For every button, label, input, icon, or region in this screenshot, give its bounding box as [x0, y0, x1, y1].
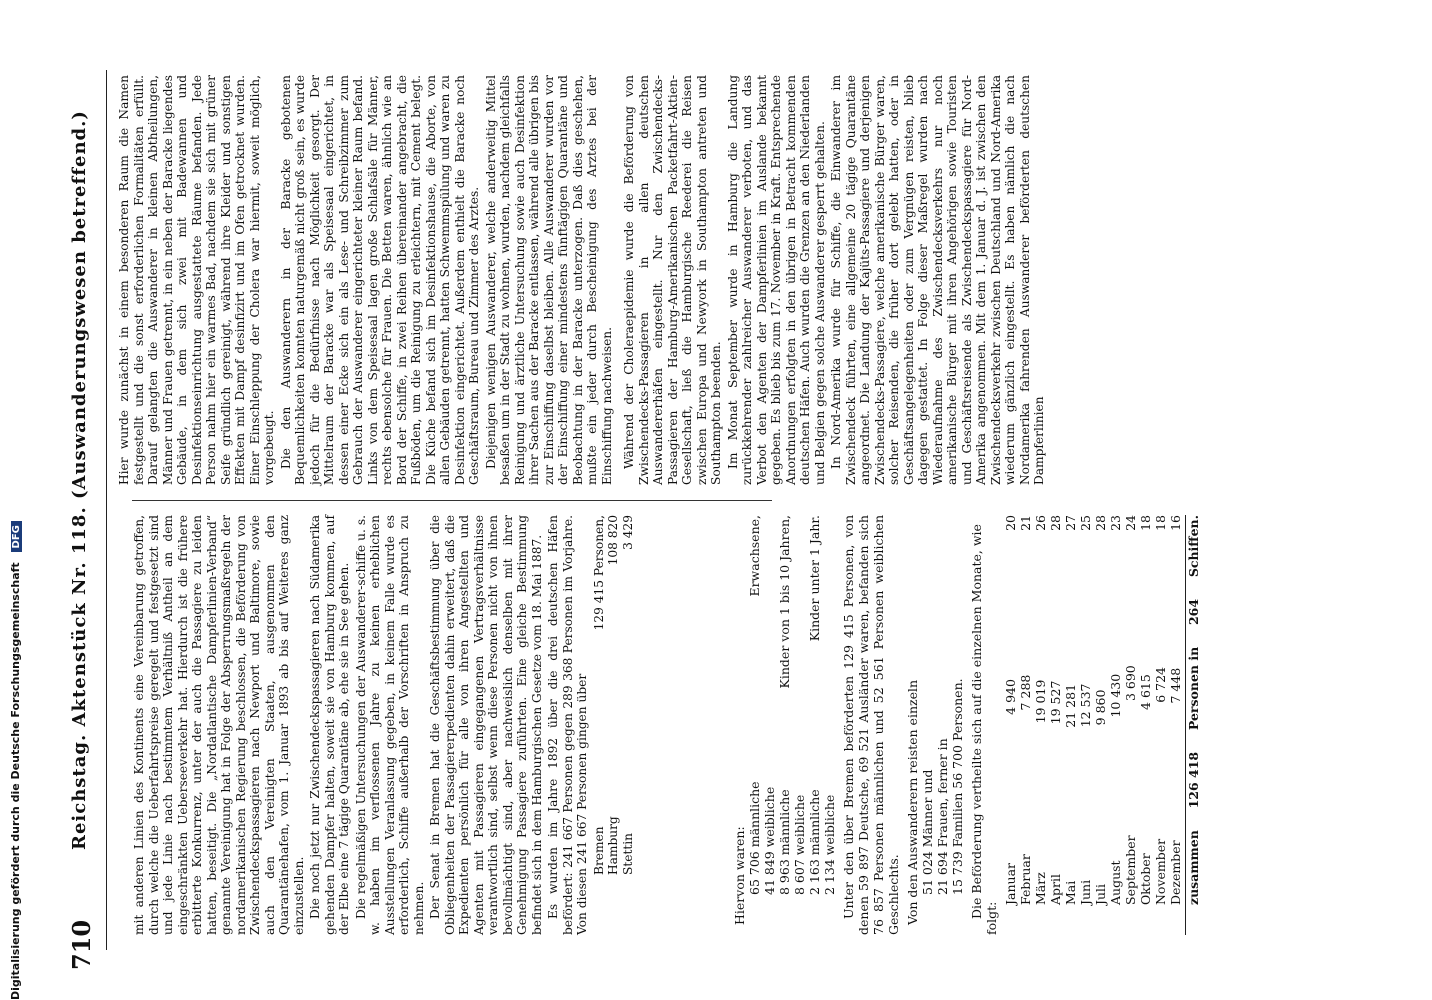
- paragraph: In Nord-Amerika wurde für Schiffe, die Einwanderer im Zwischendeck führten, eine allgemeine 20 tägige Quarantäne angeordnet. Die Landung der Kajüts-Passagiere und derjenigen Zwischendecks-Passagiere, welche amerikanische Bürger waren, solcher Reisenden, die früher dort gelebt hatten, oder in Geschäftsangelegenheiten oder zum Vergnügen reisten, blieb dagegen gestattet. In Folge dieser Maßregel wurden nach Wiederaufnahme des Zwischendecksverkehrs nur noch amerikanische Bürger mit ihren Angehörigen sowie Touristen und Geschäftsreisende als Zwischendeckspassagiere für Nord-Amerika angenommen. Mit dem 1. Januar d. J. ist zwischen den Zwischendecksverkehr zwischen Deutschland und Nord-Amerika wiederum gänzlich eingestellt. Es haben nämlich die nach Nordamerika fahrenden Auswanderer beförderten deutschen Dampferlinien: [829, 75, 1046, 485]
- monthly-row: [1123, 515, 1138, 905]
- month-ships: 20: [1003, 515, 1018, 531]
- dfg-logo: DFG: [11, 521, 22, 552]
- monthly-row: [1033, 515, 1048, 905]
- emigrant-stat: 15 739 Familien 56 700 Personen.: [950, 678, 965, 895]
- month-label: März: [1033, 872, 1048, 905]
- monthly-row: [1003, 515, 1018, 905]
- total-ships-unit: Schiffen.: [1186, 515, 1201, 578]
- monthly-total-row: [1185, 515, 1201, 935]
- month-label: Juli: [1093, 883, 1108, 905]
- monthly-row: [1153, 515, 1168, 905]
- paragraph: Die den Auswanderern in der Baracke gebotenen Bequemlichkeiten konnten naturgemäß nicht groß sein, es wurde jedoch für die Bedürfnisse nach Möglichkeit gesorgt. Der Mittelraum der Baracke war als Speisesaal eingerichtet, in dessen einer Ecke sich ein als Lese- und Schreibzimmer zum Gebrauch der Auswanderer eingerichteter kleiner Raum befand. Links von dem Speisesaal lagen große Schlafsäle für Männer, rechts ebensolche für Frauen. Die Betten waren, ähnlich wie an Bord der Schiffe, in zwei Reihen übereinander angebracht, die Fußböden, um die Reinigung zu erleichtern, mit Cement belegt. Die Küche befand sich im Desinfektionshause, die Aborte, von allen Gebäuden getrennt, hatten Schwemmspülung und waren zu Desinfektion eingerichtet. Außerdem enthielt die Baracke noch Geschäftsraum, Bureau und Zimmer des Arztes.: [278, 75, 481, 485]
- breakdown-list: [747, 515, 837, 935]
- right-column: [132, 515, 732, 935]
- month-ships: 28: [1093, 515, 1108, 531]
- month-label: Oktober: [1138, 853, 1153, 905]
- paragraph: Der Senat in Bremen hat die Geschäftsbestimmung über die Obliegenheiten der Passagiererpedienten dahin erweitert, daß die Expedienten persönlich für alle von ihren Angestellten und Agenten mit Passagieren eingegangenen Vertragsverhältnisse verantwortlich sind, selbst wenn diese Personen nicht von ihnen bevollmächtigt sind, aber nachweislich denselben mit ihrer Genehmigung Passagiere zuführten. Eine gleiche Bestimmung befindet sich in dem Hamburgischen Gesetze vom 18. Mai 1887.: [428, 515, 544, 935]
- paragraph: mit anderen Linien des Kontinents eine Vereinbarung getroffen, durch welche die Ueberfahrtspreise geregelt und festgesetzt sind und jede Linie nach bestimmtem Verhältniß Antheil an dem eingeschränkten Ueberseeverkehr hat. Hierdurch ist die frühere erbitterte Konkurrenz, unter der auch die Passagiere zu leiden hatten, beseitigt. Die „Nordatlantische Dampferlinien-Verband“ genannte Vereinigung hat in Folge der Absperrungsmaßregeln der nordamerikanischen Regierung beschlossen, die Beförderung von Zwischendeckspassagieren nach Newport und Baltimore, sowie auch den Vereinigten Staaten, ausgenommen den Quarantänehafen, vom 1. Januar 1893 ab bis auf Weiteres ganz einzustellen.: [132, 515, 306, 935]
- month-ships: 16: [1168, 515, 1183, 531]
- ports-list: [592, 515, 636, 935]
- monthly-intro: Die Beförderung vertheilte sich auf die einzelnen Monate, wie folgt:: [969, 524, 999, 935]
- breakdown-row: 8 607 weibliche: [792, 794, 807, 895]
- paragraph: Die regelmäßigen Untersuchungen der Auswanderer-schiffe u. s. w. haben im verflossenen Jahre zu keinen erheblichen Ausstellungen Veranlassung gegeben, in keinem Falle wurde es erforderlich, Schiffe außerhalb der Vorschriften in Anspruch zu nehmen.: [353, 515, 426, 935]
- month-label: Februar: [1018, 854, 1033, 905]
- monthly-row: [1138, 515, 1153, 905]
- month-label: August: [1108, 860, 1123, 905]
- month-persons: 7 448: [1168, 667, 1183, 704]
- breakdown-row: 8 963 männliche Kinder von 1 bis 10 Jahren,: [777, 515, 792, 895]
- month-persons: 19 527: [1048, 680, 1063, 725]
- month-ships: 18: [1153, 515, 1168, 531]
- paragraph: Es wurden im Jahre 1892 über die drei deutschen Häfen befördert: 241 667 Personen gegen 289 368 Personen im Vorjahre. Von diesen 241 667 Personen gingen über: [546, 515, 589, 935]
- emigrant-stats: [920, 515, 965, 935]
- month-ships: 21: [1018, 515, 1033, 531]
- paragraph: Diejenigen wenigen Auswanderer, welche anderweitig Mittel besaßen um in der Stadt zu wohnen, wurden, nachdem gleichfalls Reinigung und ärztliche Untersuchung sowie auch Desinfektion ihrer Sachen aus der Baracke entlassen, während alle übrigen bis zur Einschiffung daselbst bleiben. Alle Auswanderer wurden vor der Einschiffung einer mindestens fünftägigen Quarantäne und Beobachtung in der Baracke unterzogen. Daß dies geschehen, mußte ein jeder durch Bescheinigung des Arztes bei der Einschiffung nachweisen.: [483, 75, 614, 485]
- month-label: Dezember: [1168, 840, 1183, 905]
- port-row: Stettin 3 429: [620, 515, 635, 875]
- emigrant-stat: 51 024 Männer und: [920, 769, 935, 895]
- monthly-row: [1078, 515, 1093, 905]
- breakdown-title: Hiervon waren:: [732, 826, 747, 925]
- paragraph: Hier wurde zunächst in einem besonderen Raum die Namen festgestellt und die sonst erforderlichen Formalitäten erfüllt. Darauf gelangten die Auswanderer in kleinen Abtheilungen, Männer und Frauen getrennt, in ein neben der Baracke liegendes Gebäude, in dem sich zwei mit Badewannen und Desinfektionseinrichtung ausgestattete Räume befanden. Jede Person nahm hier ein warmes Bad, nachdem sie sich mit grüner Seife gründlich gereinigt, während ihre Kleider und sonstigen Effekten mit Dampf desinfizirt und im Ofen getrocknet wurden. Einer Einschleppung der Cholera war hiermit, soweit möglich, vorgebeugt.: [117, 75, 276, 485]
- port-row: Bremen 129 415 Personen,: [591, 515, 606, 875]
- month-ships: 27: [1063, 515, 1078, 531]
- total-ships: 264: [1186, 598, 1201, 626]
- month-persons: 19 019: [1033, 679, 1048, 724]
- breakdown-row: 65 706 männliche Erwachsene,: [747, 515, 762, 895]
- paragraph: Die noch jetzt nur Zwischendeckspassagieren nach Südamerika gehenden Dampfer halten, soweit sie von Hamburg kommen, auf der Elbe eine 7 tägige Quarantäne ab, ehe sie in See gehen.: [308, 515, 351, 935]
- breakdown-row: 2 134 weibliche: [822, 794, 837, 895]
- month-ships: 25: [1078, 515, 1093, 531]
- total-label: zusammen: [1186, 830, 1201, 905]
- breakdown-row: 2 163 männliche Kinder unter 1 Jahr.: [807, 515, 822, 895]
- month-persons: 4 940: [1003, 679, 1018, 715]
- paragraph: Während der Choleraepidemie wurde die Beförderung von Zwischendecks-Passagieren in allen deutschen Auswandererhäfen eingestellt. Nur den Zwischendecks-Passagieren der Hamburg-Amerikanischen Packetfahrt-Aktien-Gesellschaft, ließ die Hamburgische Reederei die Reisen zwischen Europa und Newyork in Southampton antreten und Southampton beenden.: [622, 75, 723, 485]
- emigrant-heading: Von den Auswanderern reisten einzeln: [905, 679, 920, 925]
- month-label: April: [1048, 874, 1063, 905]
- summary-text: Unter den über Bremen beförderten 129 415 Personen, von denen 59 897 Deutsche, 69 521 Ausländer waren, befanden sich 76 857 Personen männlichen und 52 561 Personen weiblichen Geschlechts.: [841, 515, 901, 935]
- month-label: September: [1123, 835, 1138, 905]
- month-persons: 7 288: [1018, 674, 1033, 711]
- paragraph: Im Monat September wurde in Hamburg die Landung zurückkehrender zahlreicher Auswanderer verboten, und das Verbot den Agenten der Dampferlinien im Auslande bekannt gegeben. Es blieb bis zum 17. November in Kraft. Entsprechende Anordnungen erfolgten in den übrigen in Betracht kommenden deutschen Häfen. Auch wurden die Grenzen an den Niederlanden und Belgien gegen solche Auswanderer gesperrt gehalten.: [725, 75, 827, 485]
- monthly-row: [1108, 515, 1123, 905]
- emigrant-stat: 21 694 Frauen, ferner in: [935, 738, 950, 895]
- month-label: Juni: [1078, 879, 1093, 905]
- page-header: [67, 70, 97, 970]
- month-persons: 12 537: [1078, 683, 1093, 728]
- month-label: Januar: [1003, 863, 1018, 905]
- month-persons: 9 860: [1093, 689, 1108, 726]
- monthly-row: [1018, 515, 1033, 905]
- page-number: 710: [67, 919, 96, 970]
- statistics-block: [732, 515, 1201, 935]
- monthly-row: [1063, 515, 1078, 905]
- left-column-bottom: [622, 75, 1102, 485]
- month-persons: 4 615: [1138, 674, 1153, 710]
- breakdown-row: 41 849 weibliche: [762, 786, 777, 895]
- digitization-note: Digitalisierung gefördert durch die Deutsche Forschungsgemeinschaft: [9, 562, 22, 1000]
- month-persons: 10 430: [1108, 673, 1123, 718]
- month-ships: 23: [1108, 515, 1123, 531]
- month-persons: 6 724: [1153, 666, 1168, 703]
- month-ships: 18: [1138, 515, 1153, 531]
- month-persons: 21 281: [1063, 683, 1078, 728]
- month-label: November: [1153, 838, 1168, 905]
- month-ships: 28: [1048, 515, 1063, 531]
- month-ships: 26: [1033, 515, 1048, 531]
- month-ships: 24: [1123, 515, 1138, 531]
- port-row: Hamburg 108 820: [606, 515, 620, 875]
- monthly-table: [1003, 515, 1183, 935]
- left-column-top: [117, 75, 617, 485]
- digitization-footer: [9, 0, 22, 1000]
- total-unit: Personen in: [1186, 646, 1201, 731]
- running-title: Reichstag. Aktenstück Nr. 118. (Auswanderungswesen betreffend.): [69, 110, 90, 850]
- monthly-row: [1168, 515, 1183, 905]
- month-persons: 3 690: [1123, 665, 1138, 702]
- month-label: Mai: [1063, 880, 1078, 905]
- monthly-row: [1048, 515, 1063, 905]
- column-separator: [132, 500, 772, 501]
- total-persons: 126 418: [1186, 751, 1201, 809]
- monthly-row: [1093, 515, 1108, 905]
- header-rule: [106, 70, 107, 950]
